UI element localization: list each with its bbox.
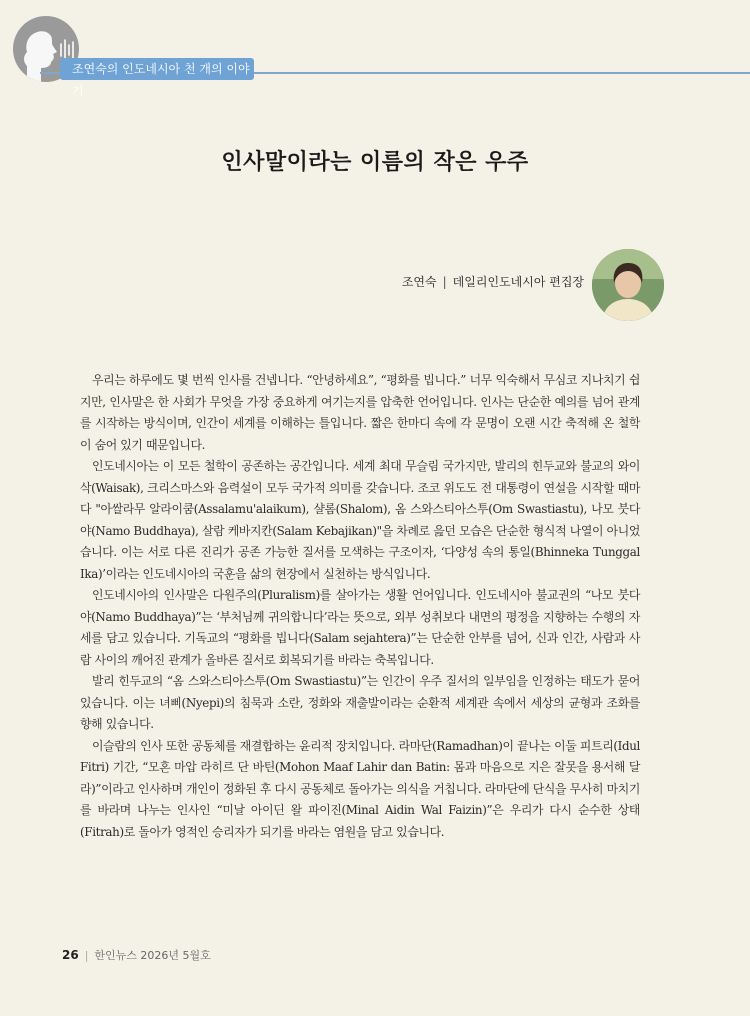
article-paragraph: 우리는 하루에도 몇 번씩 인사를 건넵니다. “안녕하세요”, “평화를 빕니다.” 너무 익숙해서 무심코 지나치기 쉽지만, 인사말은 한 사회가 무엇을 가장 중요하게 여기는지를 압축한 언어입니다. 인사는 단순한 예의를 넘어 관계를 시작하는 방식이며, 인간이 세계를 이해하는 틀입니다. 짧은 한마디 속에 각 문명이 오랜 시간 축적해 온 철학이 숨어 있기 때문입니다. <box>80 373 640 452</box>
series-title: 조연숙의 인도네시아 천 개의 이야기 <box>60 58 254 80</box>
article-body <box>80 370 640 843</box>
footer-separator: | <box>84 949 89 962</box>
publication-name: 한인뉴스 2026년 5월호 <box>94 949 211 962</box>
article-paragraph: 발리 힌두교의 “옴 스와스티아스투(Om Swastiastu)”는 인간이 우주 질서의 일부임을 인정하는 태도가 묻어 있습니다. 이는 녀삐(Nyepi)의 침묵과 소란, 정화와 재출발이라는 순환적 세계관 속에서 세상의 균형과 조화를 향해 있습니다. <box>80 674 640 731</box>
author-role: 데일리인도네시아 편집장 <box>452 275 584 289</box>
article-title: 인사말이라는 이름의 작은 우주 <box>221 150 529 175</box>
page-number: 26 <box>62 948 79 962</box>
article-paragraph: 인도네시아는 이 모든 철학이 공존하는 공간입니다. 세계 최대 무슬림 국가지만, 발리의 힌두교와 불교의 와이삭(Waisak), 크리스마스와 음력설이 모두 국가적 의미를 갖습니다. 조코 위도도 전 대통령이 연설을 시작할 때마다 "아쌀라무 알라이쿰(Assalamu'alaikum), 샬롬(Shalom), 옴 스와스티아스투(Om Swastiastu), 나모 붓다야(Namo Buddhaya), 살람 케바지칸(Salam Kebajikan)"을 차례로 읊던 모습은 단순한 형식적 나열이 아니었습니다. 이는 서로 다른 진리가 공존 가능한 질서를 모색하는 구조이자, ‘다양성 속의 통일(Bhinneka Tunggal Ika)’이라는 인도네시아의 국훈을 삶의 현장에서 실천하는 방식입니다. <box>80 459 640 581</box>
byline <box>402 273 584 290</box>
byline-separator: | <box>442 275 447 289</box>
article-paragraph: 인도네시아의 인사말은 다원주의(Pluralism)를 살아가는 생활 언어입니다. 인도네시아 불교권의 “나모 붓다야(Namo Buddhaya)”는 ‘부처님께 귀의합니다’라는 뜻으로, 외부 성취보다 내면의 평정을 지향하는 수행의 자세를 담고 있습니다. 기독교의 “평화를 빕니다(Salam sejahtera)”는 단순한 안부를 넘어, 신과 인간, 사람과 사람 사이의 깨어진 관계가 올바른 질서로 회복되기를 바라는 축복입니다. <box>80 588 640 667</box>
page-footer <box>62 947 211 963</box>
author-name: 조연숙 <box>401 275 437 289</box>
author-photo <box>592 249 664 321</box>
article-paragraph: 이슬람의 인사 또한 공동체를 재결합하는 윤리적 장치입니다. 라마단(Ramadhan)이 끝나는 이둘 피트리(Idul Fitri) 기간, “모혼 마압 라히르 단 바틴(Mohon Maaf Lahir dan Batin: 몸과 마음으로 지은 잘못을 용서해 달라)”이라고 인사하며 개인이 정화된 후 다시 공동체로 돌아가는 의식을 거칩니다. 라마단에 단식을 무사히 마치기를 바라며 나누는 인사인 “미날 아이딘 왈 파이진(Minal Aidin Wal Faizin)”은 우리가 다시 순수한 상태(Fitrah)로 돌아가 영적인 승리자가 되기를 바라는 염원을 담고 있습니다. <box>80 738 640 839</box>
